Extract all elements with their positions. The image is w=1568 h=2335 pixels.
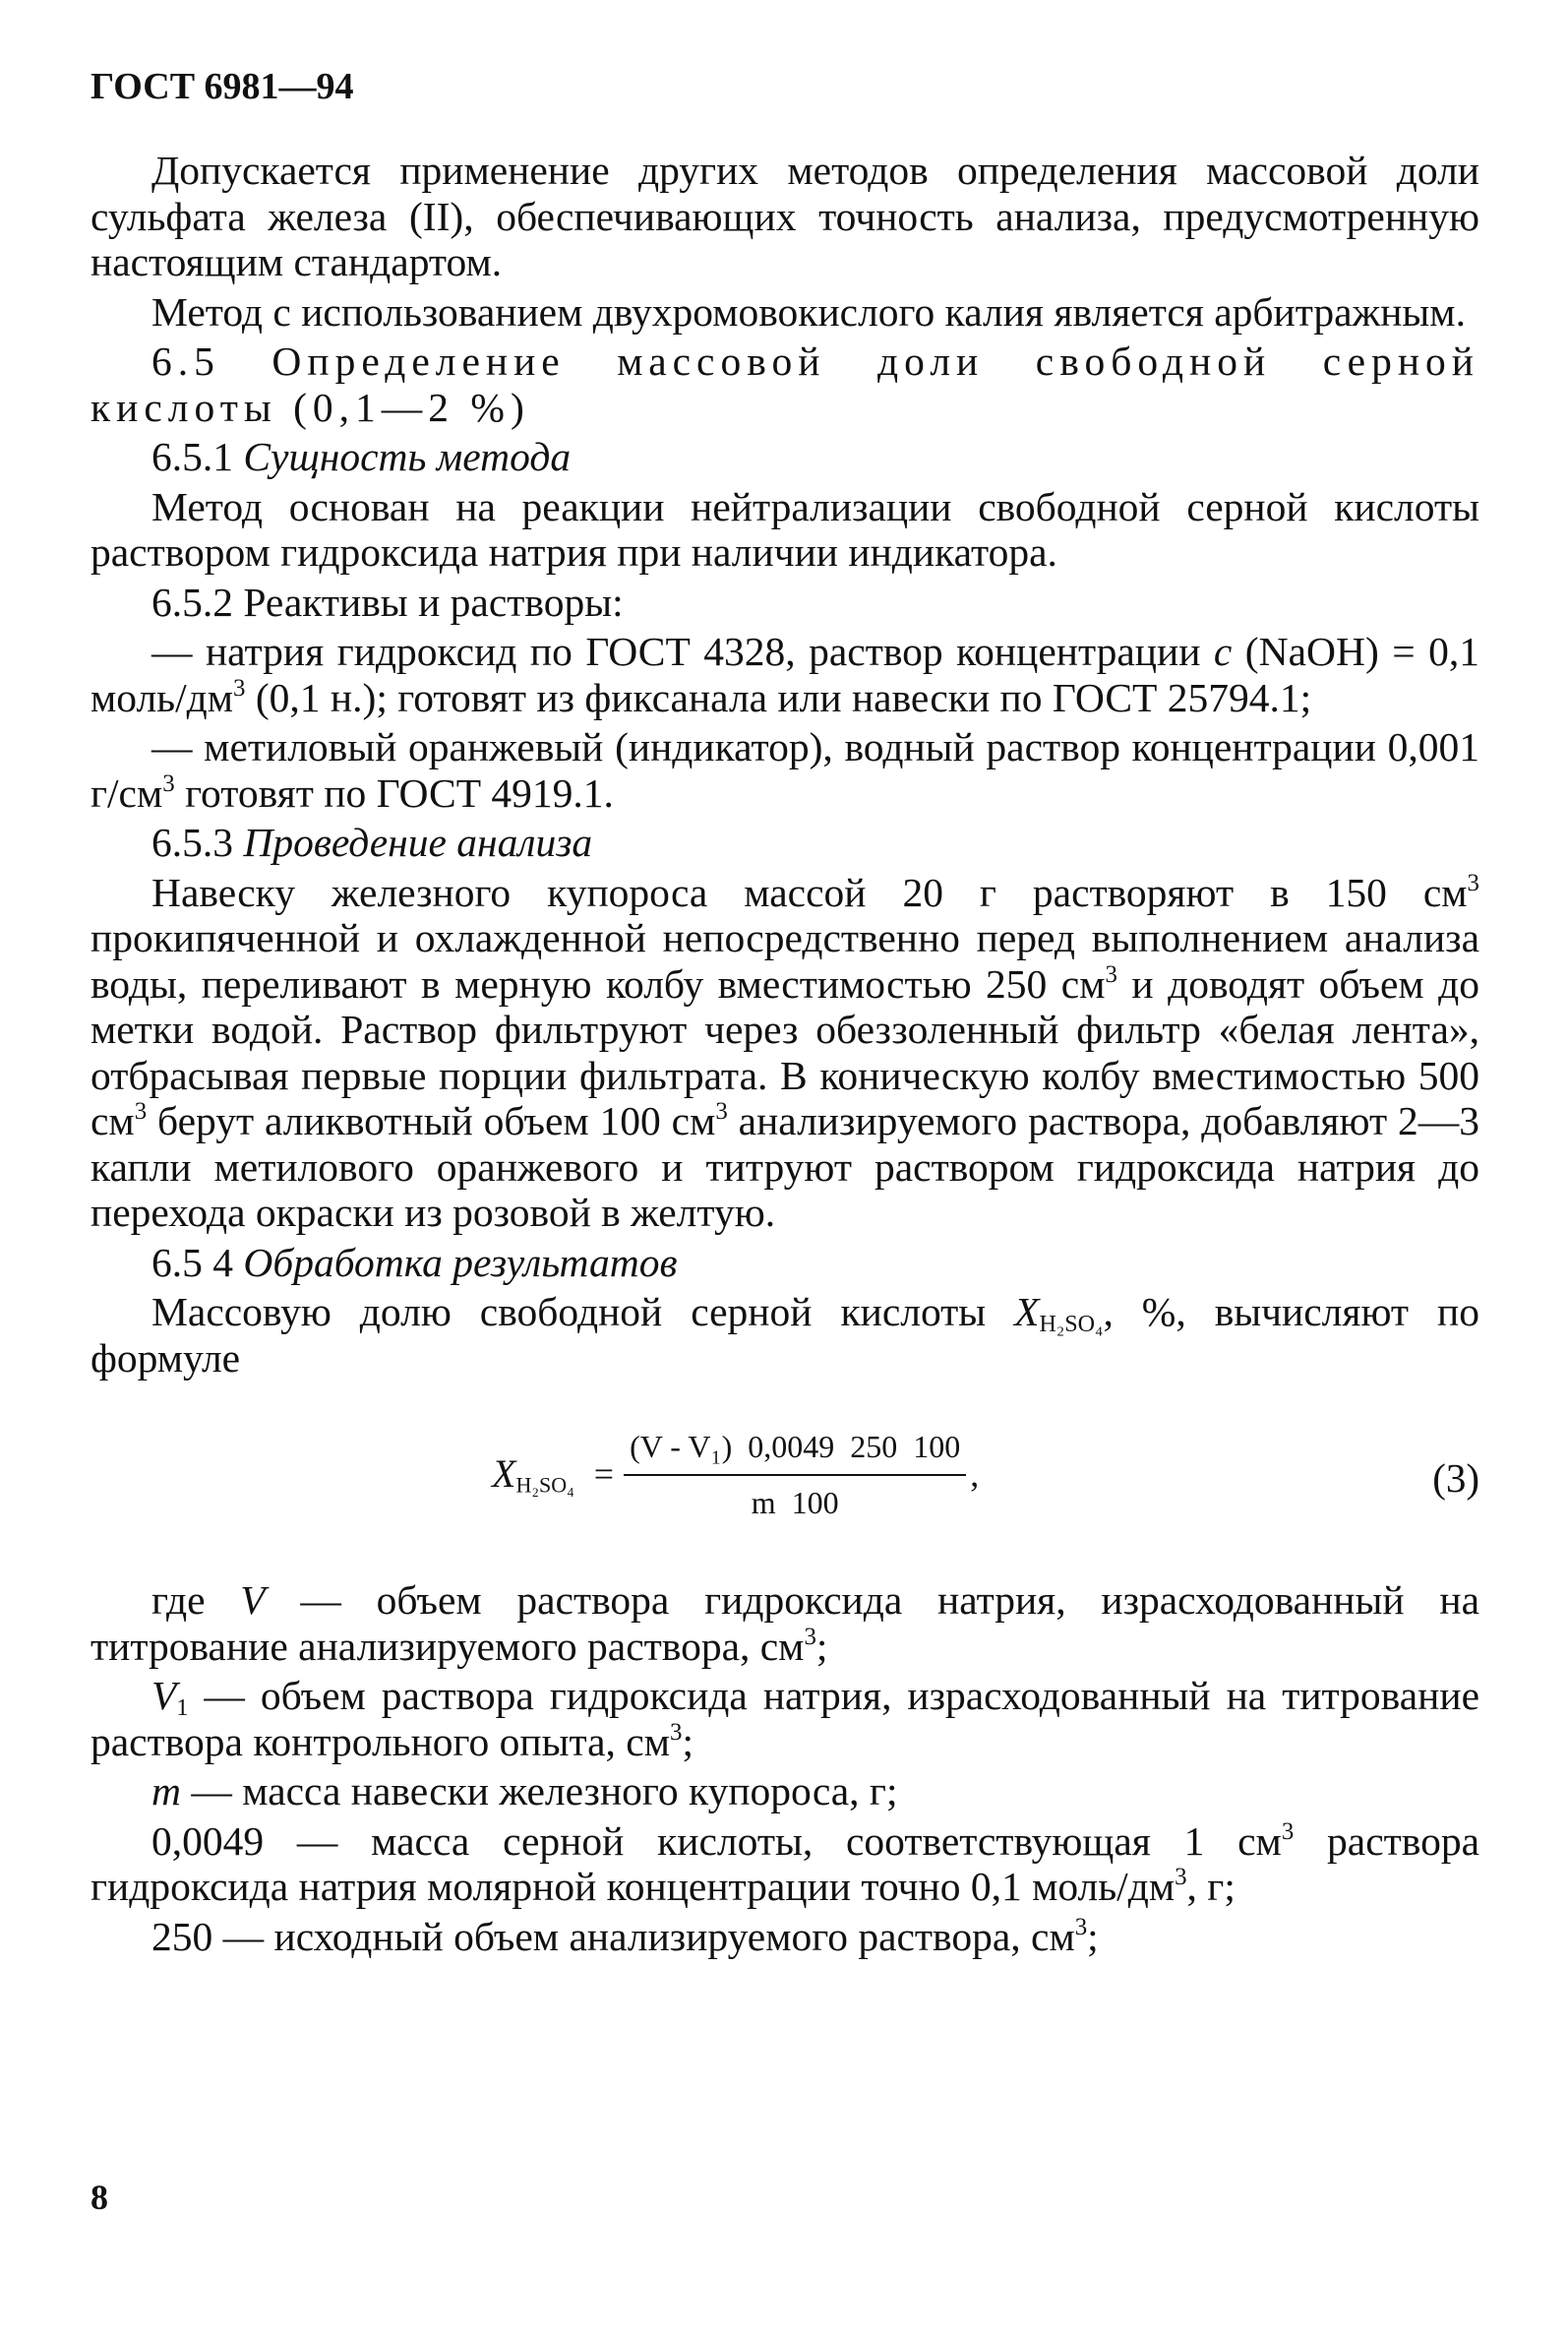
section-heading-6-5-2: 6.5.2 Реактивы и растворы: (151, 579, 624, 625)
where-item-v1: $V_1$ — объем раствора гидроксида натрия, израсходованный на титрование раствора контрольного опыта, $см^3$; (90, 1673, 1479, 1764)
formula-expression (492, 1424, 979, 1525)
standard-header: ГОСТ 6981—94 (90, 66, 354, 107)
section-heading-6-5-4 (90, 1240, 1479, 1286)
section-number: 6.5.3 (151, 820, 233, 865)
section-title: Обработка результатов (243, 1239, 678, 1285)
section-title: Сущность метода (243, 434, 572, 479)
section-heading-6-5: 6.5 Определение массовой доли свободной серной кислоты (0,1—2 %) (90, 338, 1479, 430)
formula-denominator: m 100 (751, 1484, 839, 1520)
section-heading-6-5-1 (90, 434, 1479, 480)
section-title: Проведение анализа (243, 820, 593, 865)
formula-numerator: (V - V₁) 0,0049 250 100 (624, 1424, 966, 1476)
paragraph-other-methods: Допускается применение других методов определения массовой доли сульфата железа (II), обеспечивающих точность анализа, предусмотренную настоящим стандартом. (90, 148, 1479, 284)
paragraph-arbitration-method: Метод с использованием двухромовокислого калия является арбитражным. (151, 288, 1466, 335)
reagent-item-methyl-orange: — метиловый оранжевый (индикатор), водный раствор концентрации 0,001 $г/см^3$ готовят по ГОСТ 4919.1. (90, 724, 1479, 816)
formula-fraction (624, 1424, 966, 1525)
page-number: 8 (90, 2178, 108, 2217)
formula-number: (3) (1432, 1455, 1479, 1501)
formula-equals: = (593, 1454, 615, 1495)
paragraph-mass-fraction-intro: Массовую долю свободной серной кислоты $X_{H_2SO_4}$, %, вычисляют по формуле (90, 1289, 1479, 1381)
where-item-0-0049: 0,0049 — масса серной кислоты, соответствующая 1 $см^3$ раствора гидроксида натрия молярной концентрации точно 0,1 моль/$дм^3$, г; (90, 1817, 1479, 1909)
where-item-m: m — масса навески железного купороса, г; (151, 1768, 898, 1813)
section-heading-6-5-3 (90, 820, 1479, 866)
formula-3 (90, 1420, 1479, 1538)
where-item-v: где V — объем раствора гидроксида натрия, израсходованный на титрование анализируемого раствора, $см^3$; (90, 1577, 1479, 1669)
where-item-250: 250 — исходный объем анализируемого раствора, $см^3$; (151, 1913, 1099, 1959)
paragraph-method-essence: Метод основан на реакции нейтрализации свободной серной кислоты раствором гидроксида натрия при наличии индикатора. (90, 483, 1479, 575)
paragraph-analysis-procedure: Навеску железного купороса массой 20 г растворяют в 150 $см^3$ прокипяченной и охлажденной непосредственно перед выполнением анализа воды, переливают в мерную колбу вместимостью 250 $см^3$ и доводят объем до метки водой. Раствор фильтруют через обеззоленный фильтр «белая лента», отбрасывая первые порции фильтрата. В коническую колбу вместимостью 500 $см^3$ берут аликвотный объем 100 $см^3$ анализируемого раствора, добавляют 2—3 капли метилового оранжевого и титруют раствором гидроксида натрия до перехода окраски из розовой в желтую. (90, 869, 1479, 1235)
formula-comma: , (970, 1454, 980, 1495)
section-number: 6.5 4 (151, 1239, 233, 1285)
reagent-item-naoh: — натрия гидроксид по ГОСТ 4328, раствор концентрации c (NaOH) = 0,1 моль/$дм^3$ (0,1 н.); готовят из фиксанала или навески по ГОСТ 25794.1; (90, 629, 1480, 720)
formula-lhs: $X_{H_2SO_4}$ (492, 1451, 574, 1498)
section-number: 6.5.1 (151, 434, 233, 479)
document-body (90, 148, 1479, 1963)
